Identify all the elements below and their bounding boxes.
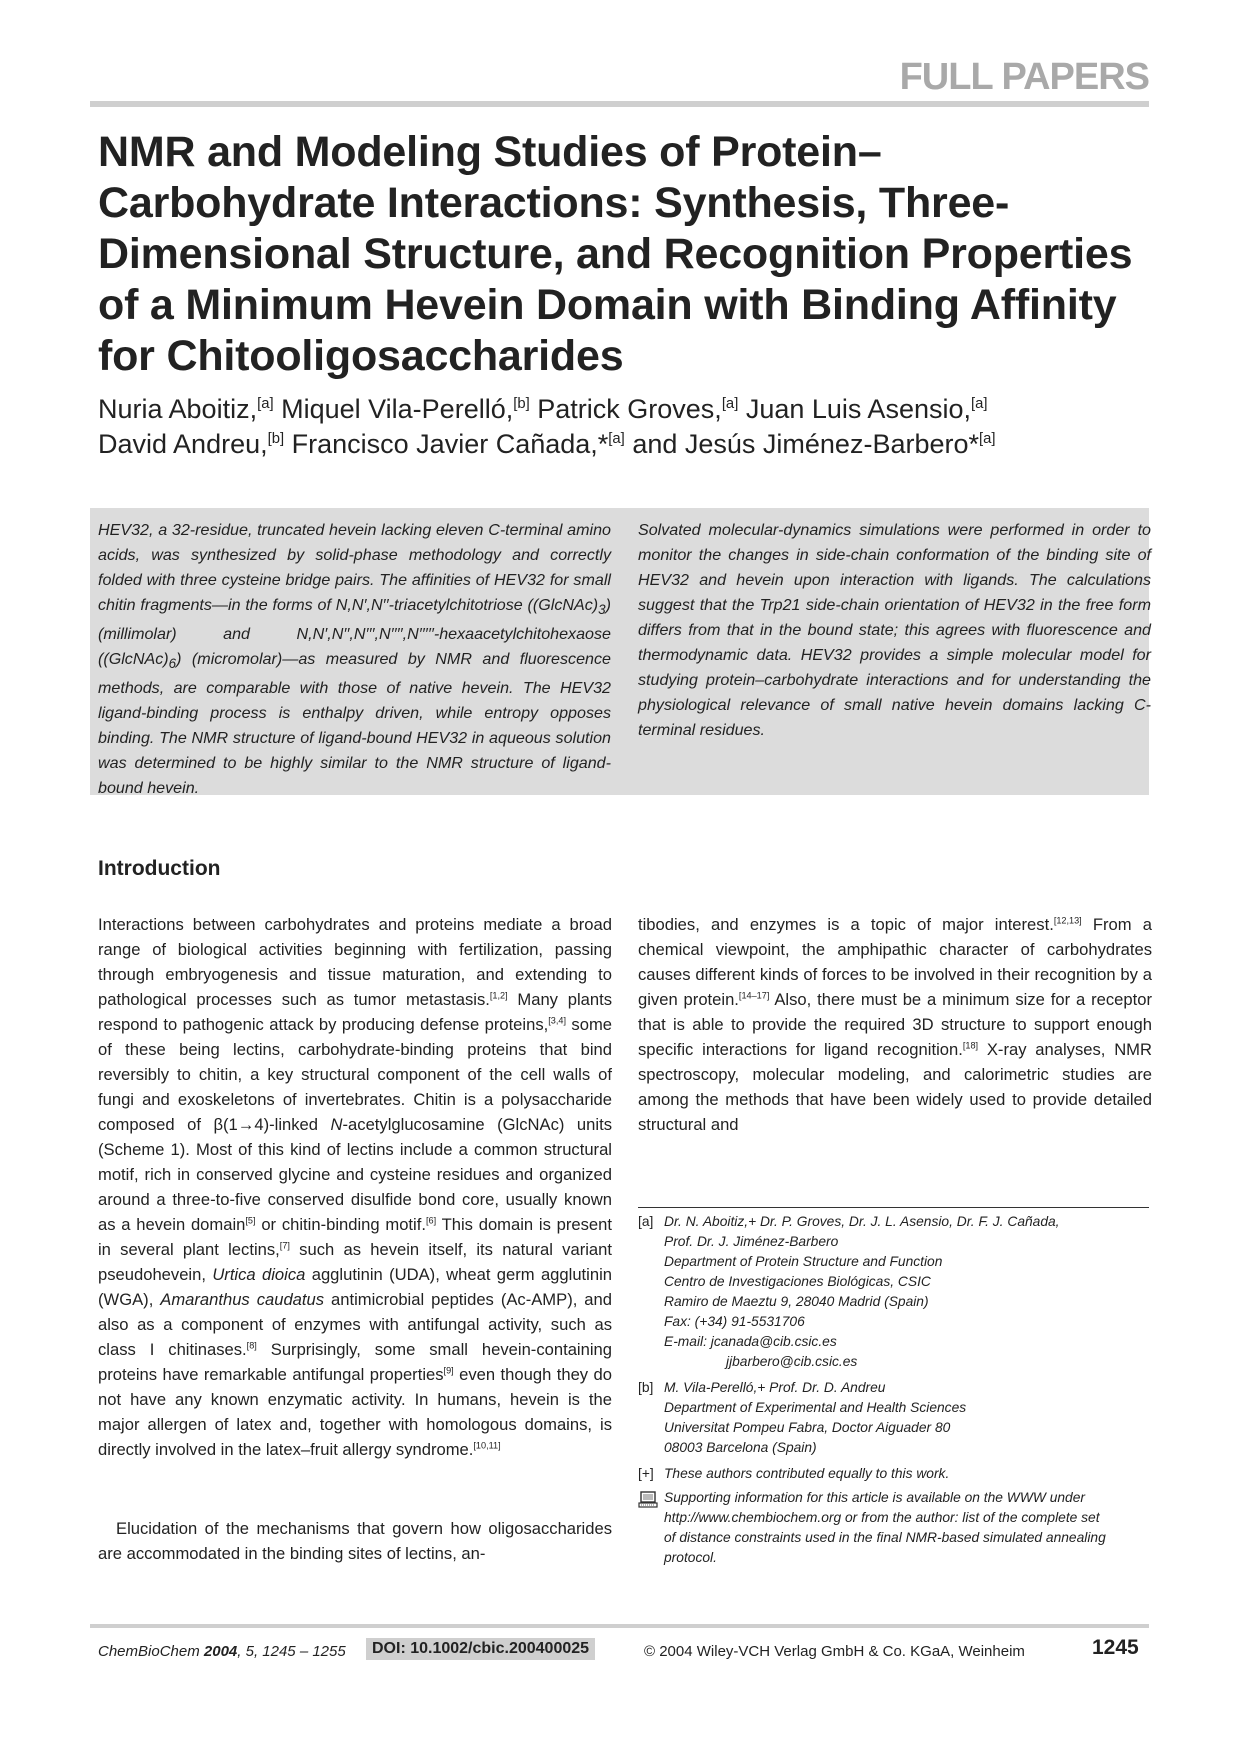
section-label: FULL PAPERS [899, 56, 1149, 98]
footer-citation [98, 1643, 346, 1660]
subscript: 6 [168, 656, 177, 672]
footnote-affiliation-b [638, 1378, 1149, 1458]
author-name: Francisco Javier Cañada,* [291, 429, 609, 459]
footnote-line: protocol. [664, 1550, 717, 1565]
author-name: Nuria Aboitiz, [98, 394, 258, 424]
doi-badge[interactable]: DOI: 10.1002/cbic.200400025 [366, 1638, 595, 1660]
author-name: Juan Luis Asensio, [745, 394, 971, 424]
footnote-rule [638, 1207, 1149, 1208]
author-name: David Andreu, [98, 429, 268, 459]
footnote-line: Fax: (+34) 91-5531706 [664, 1314, 805, 1329]
footnote-line: Prof. Dr. J. Jiménez-Barbero [664, 1234, 839, 1249]
body-text: -acetylglucosamine (GlcNAc) units (Scheme 1). Most of this kind of lectins include a common structural motif, rich in conserved glycine and cysteine residues and organized around a three-to-five conserved disulfide bond core, usually known as a hevein domain [98, 1115, 612, 1234]
citation: [7] [279, 1240, 290, 1251]
citation: [6] [425, 1215, 437, 1226]
subscript: 3 [598, 602, 606, 618]
citation: [3,4] [548, 1015, 567, 1026]
body-text: or chitin-binding motif. [255, 1215, 426, 1234]
intro-paragraph-1 [98, 912, 612, 1462]
citation: [14–17] [738, 990, 770, 1001]
intro-paragraph-2-continued [638, 912, 1152, 1137]
footnote-email[interactable]: jjbarbero@cib.csic.es [726, 1354, 858, 1369]
journal-name: ChemBioChem [98, 1643, 200, 1660]
footnote-line: Ramiro de Maeztu 9, 28040 Madrid (Spain) [664, 1294, 929, 1309]
footnote-equal-contribution [638, 1464, 1149, 1484]
abstract-text: ) (millimolar) and N,N′,N′′,N′′′,N′′′′,N′′′′′-hexaacetylchitohexaose ((GlcNAc) [98, 596, 611, 669]
body-text: antimicrobial peptides (Ac-AMP), and also as a component of enzymes with antifungal activity, such as class I chitinases. [98, 1290, 612, 1359]
body-text: This domain is present in several plant lectins, [98, 1215, 613, 1259]
body-text: agglutinin (UDA), wheat germ agglutinin (WGA), [98, 1265, 612, 1309]
footnote-line: Centro de Investigaciones Biológicas, CSIC [664, 1274, 931, 1289]
body-text: such as hevein itself, its natural variant pseudohevein, [98, 1240, 612, 1284]
footnote-line: 08003 Barcelona (Spain) [664, 1440, 817, 1455]
citation: [10,11] [473, 1440, 501, 1451]
footnote-line: Department of Protein Structure and Function [664, 1254, 943, 1269]
footnote-line: Supporting information for this article is available on the WWW under [664, 1490, 1085, 1505]
body-text: Interactions between carbohydrates and proteins mediate a broad range of biological activities beginning with fertilization, passing through embryogenesis and tissue maturation, and extending to pathological processes such as tumor metastasis. [98, 915, 612, 1009]
author-affiliation: [a] [257, 396, 274, 412]
journal-year: 2004 [203, 1643, 238, 1660]
footnote-supporting-info [638, 1488, 1149, 1568]
footnote-tag: [a] [638, 1214, 654, 1229]
body-text-italic: N [330, 1115, 343, 1134]
author-list [98, 392, 1138, 462]
body-text: From a chemical viewpoint, the amphipathic character of carbohydrates causes different kinds of forces to be involved in their recognition by a given protein. [638, 915, 1152, 1009]
citation: [9] [443, 1365, 454, 1376]
body-text: tibodies, and enzymes is a topic of major interest. [638, 915, 1054, 934]
body-text: X-ray analyses, NMR spectroscopy, molecular modeling, and calorimetric studies are among the methods that have been widely used to provide detailed structural and [638, 1040, 1152, 1134]
footnote-line: These authors contributed equally to this work. [664, 1466, 950, 1481]
footnote-affiliation-a [638, 1212, 1149, 1372]
abstract-text: HEV32, a 32-residue, truncated hevein lacking eleven C-terminal amino acids, was synthesized by solid-phase methodology and correctly folded with three cysteine bridge pairs. The affinities of HEV32 for small chitin fragments—in the forms of N,N′,N′′-triacetylchitotriose ((GlcNAc) [98, 521, 611, 614]
article-title: NMR and Modeling Studies of Protein–Carbohydrate Interactions: Synthesis, Three-Dimensional Structure, and Recognition Properties of a Minimum Hevein Domain with Binding Affinity for Chitooligosaccharides [98, 128, 1133, 380]
author-name: Miquel Vila-Perelló, [281, 394, 514, 424]
abstract-right-column: Solvated molecular-dynamics simulations were performed in order to monitor the changes in side-chain conformation of the binding site of HEV32 and hevein upon interaction with ligands. The calculations suggest that the Trp21 side-chain orientation of HEV32 in the free form differs from that in the bound state; this agrees with fluorescence and thermodynamic data. HEV32 provides a simple molecular model for studying protein–carbohydrate interactions and for understanding the physiological relevance of small native hevein domains lacking C-terminal residues. [638, 521, 1151, 739]
body-text: Also, there must be a minimum size for a receptor that is able to provide the required 3D structure to support enough specific interactions for ligand recognition. [638, 990, 1152, 1059]
body-text: even though they do not have any known enzymatic activity. In humans, hevein is the major allergen of latex and, together with homologous domains, is directly involved in the latex–fruit allergy syndrome. [98, 1365, 612, 1459]
page-number: 1245 [1092, 1636, 1139, 1659]
author-affiliation: [a] [971, 396, 988, 412]
abstract-text: ) (micromolar)—as measured by NMR and fluorescence methods, are comparable with those of native hevein. The HEV32 ligand-binding process is enthalpy driven, while entropy opposes binding. The NMR structure of ligand-bound HEV32 in aqueous solution was determined to be highly similar to the NMR structure of ligand-bound hevein. [98, 650, 611, 798]
author-name: and Jesús Jiménez-Barbero* [632, 429, 980, 459]
section-heading-introduction: Introduction [98, 857, 221, 880]
citation: [8] [246, 1340, 257, 1351]
intro-paragraph-2: Elucidation of the mechanisms that govern how oligosaccharides are accommodated in the binding sites of lectins, an- [98, 1519, 612, 1563]
body-text-italic: Urtica dioica [212, 1265, 306, 1284]
footnote-tag: [+] [638, 1466, 654, 1481]
body-text-italic: Amaranthus caudatus [160, 1290, 325, 1309]
author-affiliation: [b] [267, 431, 285, 447]
author-name: Patrick Groves, [537, 394, 722, 424]
footnote-line: Department of Experimental and Health Sciences [664, 1400, 967, 1415]
citation: [18] [962, 1040, 979, 1051]
footnote-line: Universitat Pompeu Fabra, Doctor Aiguader 80 [664, 1420, 951, 1435]
citation: [12,13] [1053, 915, 1082, 926]
body-text: some of these being lectins, carbohydrate-binding proteins that bind reversibly to chitin, a key structural component of the cell walls of fungi and exoskeletons of invertebrates. Chitin is a polysaccharide composed of β(1→4)-linked [98, 1015, 613, 1134]
journal-volume-pages: , 5, 1245 – 1255 [237, 1643, 346, 1660]
header-rule [90, 101, 1149, 107]
footnote-email[interactable]: E-mail: jcanada@cib.csic.es [664, 1334, 837, 1349]
footnote-line: of distance constraints used in the final NMR-based simulated annealing [664, 1530, 1106, 1545]
author-affiliation: [a] [608, 431, 625, 447]
body-text: Many plants respond to pathogenic attack by producing defense proteins, [98, 990, 612, 1034]
abstract-left-column [98, 518, 611, 801]
author-affiliation: [a] [979, 431, 996, 447]
footnote-line: M. Vila-Perelló,+ Prof. Dr. D. Andreu [664, 1380, 886, 1395]
citation: [5] [245, 1215, 256, 1226]
footnote-link[interactable]: http://www.chembiochem.org or from the author: list of the complete set [664, 1510, 1100, 1525]
author-affiliation: [a] [721, 396, 739, 412]
computer-icon [638, 1490, 658, 1510]
body-text: Surprisingly, some small hevein-containing proteins have remarkable antifungal properties [98, 1340, 612, 1384]
footnote-tag: [b] [638, 1380, 654, 1395]
author-affiliation: [b] [513, 396, 530, 412]
citation: [1,2] [489, 990, 508, 1001]
footer-rule [90, 1624, 1149, 1628]
copyright-notice: © 2004 Wiley-VCH Verlag GmbH & Co. KGaA, Weinheim [644, 1643, 1025, 1660]
footnote-line: Dr. N. Aboitiz,+ Dr. P. Groves, Dr. J. L. Asensio, Dr. F. J. Cañada, [664, 1214, 1060, 1229]
